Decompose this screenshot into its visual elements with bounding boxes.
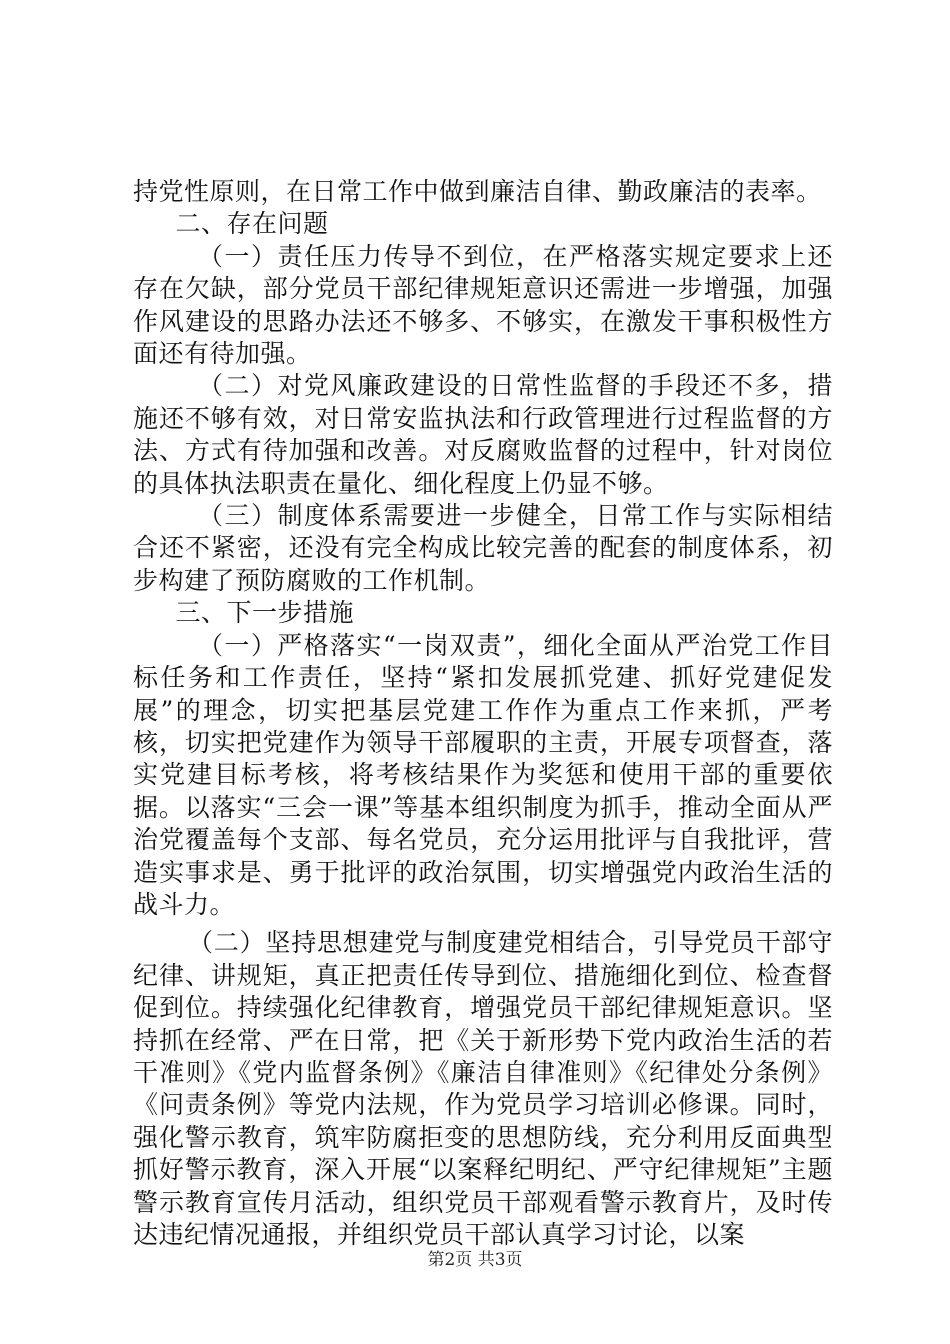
- paragraph-measure-2: （二）坚持思想建党与制度建党相结合，引导党员干部守纪律、讲规矩，真正把责任传导到位、措施细化到位、检查督促到位。持续强化纪律教育，增强党员干部纪律规矩意识。坚持抓在经常、严在日常，把《关于新形势下党内政治生活的若干准则》《党内监督条例》《廉洁自律准则》《纪律处分条例》《问责条例》等党内法规，作为党员学习培训必修课。同时，强化警示教育，筑牢防腐拒变的思想防线，充分利用反面典型抓好警示教育，深入开展“以案释纪明纪、严守纪律规矩”主题警示教育宣传月活动，组织党员干部观看警示教育片，及时传达违纪情况通报，并组织党员干部认真学习讨论，以案: [133, 928, 833, 1249]
- page-number-footer: 第2页 共3页: [427, 1250, 523, 1270]
- paragraph-problem-3: （三）制度体系需要进一步健全，日常工作与实际相结合还不紧密，还没有完全构成比较完善的配套的制度体系，初步构建了预防腐败的工作机制。: [133, 501, 833, 595]
- section-heading-next-steps: 三、下一步措施: [175, 598, 355, 628]
- paragraph-problem-1: （一）责任压力传导不到位，在严格落实规定要求上还存在欠缺，部分党员干部纪律规矩意识还需进一步增强，加强作风建设的思路办法还不够多、不够实，在激发干事积极性方面还有待加强。: [133, 241, 833, 369]
- section-heading-problems: 二、存在问题: [175, 209, 329, 239]
- document-body: [133, 176, 833, 1251]
- paragraph-measure-1: （一）严格落实“一岗双责”，细化全面从严治党工作目标任务和工作责任，坚持“紧扣发展抓党建、抓好党建促发展”的理念，切实把基层党建工作作为重点工作来抓，严考核，切实把党建作为领导干部履职的主责，开展专项督查，落实党建目标考核，将考核结果作为奖惩和使用干部的重要依据。以落实“三会一课”等基本组织制度为抓手，推动全面从严治党覆盖每个支部、每名党员，充分运用批评与自我批评，营造实事求是、勇于批评的政治氛围，切实增强党内政治生活的战斗力。: [133, 630, 833, 919]
- paragraph-continued: 持党性原则，在日常工作中做到廉洁自律、勤政廉洁的表率。: [133, 177, 822, 206]
- paragraph-problem-2: （二）对党风廉政建设的日常性监督的手段还不多，措施还不够有效，对日常安监执法和行政管理进行过程监督的方法、方式有待加强和改善。对反腐败监督的过程中，针对岗位的具体执法职责在量化、细化程度上仍显不够。: [133, 371, 833, 498]
